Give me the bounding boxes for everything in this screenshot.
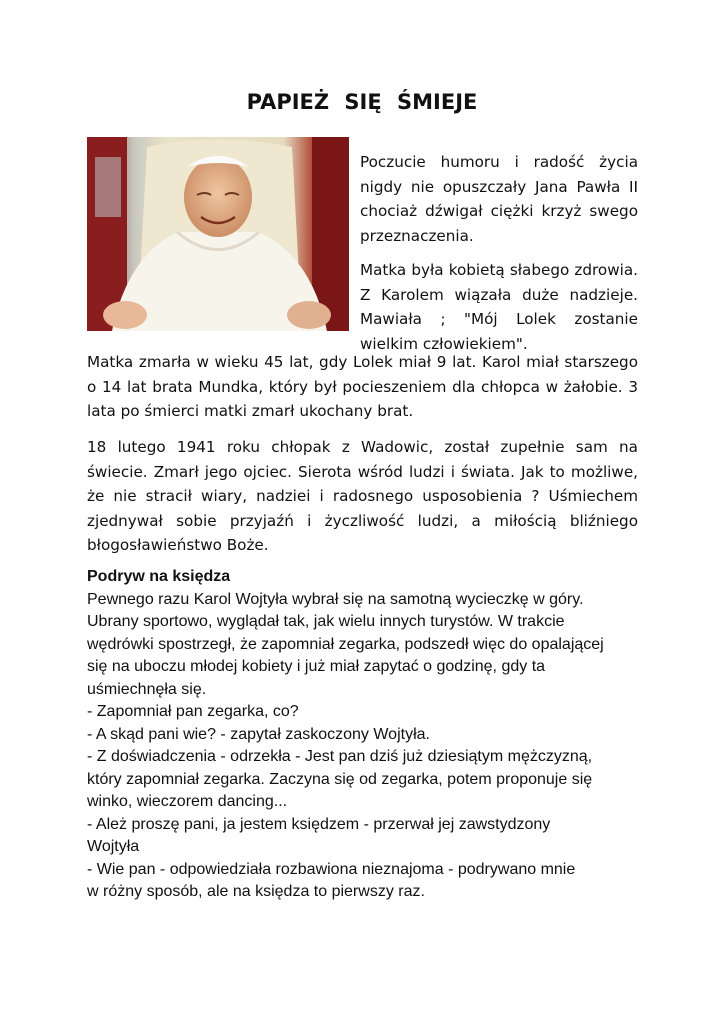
- story-section: [87, 566, 647, 904]
- story-line: - Z doświadczenia - odrzekła - Jest pan dziś już dziesiątym mężczyzną,: [87, 748, 593, 765]
- story-line: się na uboczu młodej kobiety i już miał zapytać o godzinę, gdy ta: [87, 658, 546, 675]
- story-line: Pewnego razu Karol Wojtyła wybrał się na samotną wycieczkę w góry.: [87, 590, 584, 608]
- story-line: wędrówki spostrzegł, że zapomniał zegarka, podszedł więc do opalającej: [87, 635, 604, 653]
- mother-paragraph-top: Matka była kobietą słabego zdrowia. Z Karolem wiązała duże nadzieje. Mawiała ; "Mój Lolek zostanie wielkim człowiekiem".: [360, 261, 638, 353]
- intro-paragraph: Poczucie humoru i radość życia nigdy nie opuszczały Jana Pawła II chociaż dźwigał ciężki krzyż swego przeznaczenia.: [360, 153, 638, 245]
- pope-photo: [87, 137, 349, 331]
- story-line: - Zapomniał pan zegarka, co?: [87, 703, 299, 720]
- story-heading: Podryw na księdza: [87, 568, 231, 585]
- story-line: Ubrany sportowo, wyglądał tak, jak wielu innych turystów. W trakcie: [87, 613, 565, 630]
- story-line: winko, wieczorem dancing...: [87, 793, 288, 810]
- page-title: PAPIEŻ SIĘ ŚMIEJE: [246, 90, 478, 114]
- father-paragraph: 18 lutego 1941 roku chłopak z Wadowic, został zupełnie sam na świecie. Zmarł jego ojciec. Sierota wśród ludzi i świata. Jak to możliwe, że nie stracił wiary, nadziei i radosnego usposobienia ? Uśmiechem zjednywał sobie przyjaźń i życzliwość ludzi, a miłością bliźniego błogosławieństwo Boże.: [87, 438, 638, 554]
- story-line: - A skąd pani wie? - zapytał zaskoczony Wojtyła.: [87, 725, 430, 743]
- story-line: - Wie pan - odpowiedziała rozbawiona nieznajoma - podrywano mnie: [87, 860, 576, 878]
- pope-photo-image: [87, 137, 349, 331]
- story-line: Wojtyła: [87, 838, 140, 855]
- mother-paragraph-bottom: Matka zmarła w wieku 45 lat, gdy Lolek miał 9 lat. Karol miał starszego o 14 lat brata Mundka, który był pocieszeniem dla chłopca w żałobie. 3 lata po śmierci matki zmarł ukochany brat.: [87, 353, 638, 420]
- story-line: uśmiechnęła się.: [87, 680, 207, 698]
- story-line: - Ależ proszę pani, ja jestem księdzem - przerwał jej zawstydzony: [87, 815, 551, 833]
- story-line: który zapomniał zegarka. Zaczyna się od zegarka, potem proponuje się: [87, 770, 593, 788]
- story-line: w różny sposób, ale na księdza to pierwszy raz.: [87, 883, 425, 900]
